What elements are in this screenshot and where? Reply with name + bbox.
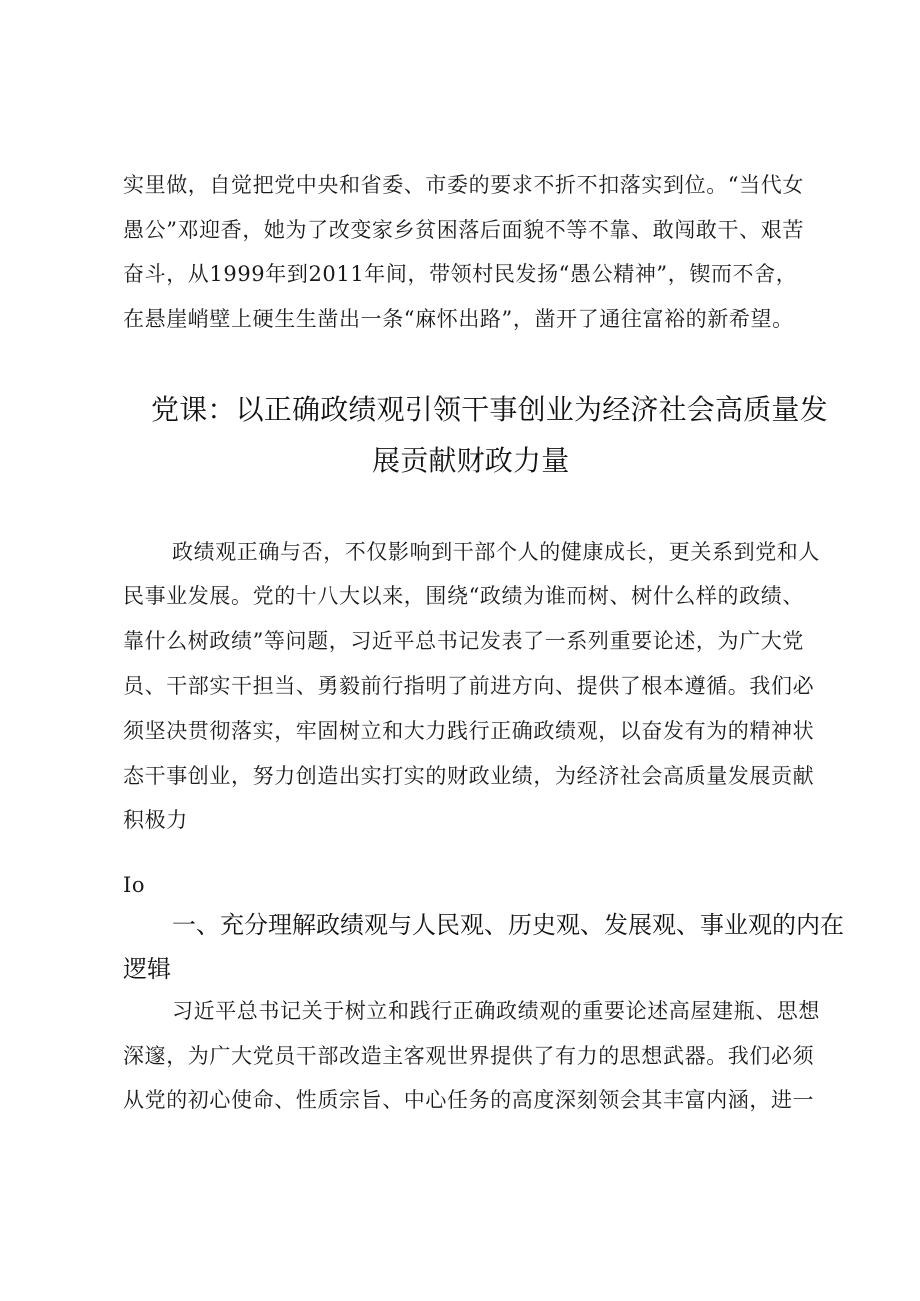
heading-line: 逻辑 (123, 955, 171, 983)
paragraph-line: 深邃，为广大党员干部改造主客观世界提供了有力的思想武器。我们必须 (123, 1044, 815, 1068)
paragraph-line: 员、干部实干担当、勇毅前行指明了前进方向、提供了根本遵循。我们必 (123, 674, 815, 698)
paragraph-line: 从党的初心使命、性质宗旨、中心任务的高度深刻领会其丰富内涵，进一 (123, 1088, 815, 1112)
paragraph-line: 积极力 (123, 808, 188, 832)
paragraph-line: 民事业发展。党的十八大以来，围绕“政绩为谁而树、树什么样的政绩、 (123, 584, 804, 608)
title-line: 展贡献财政力量 (372, 444, 570, 477)
paragraph-line: 实里做，自觉把党中央和省委、市委的要求不折不扣落实到位。“当代女 (123, 173, 804, 197)
paragraph-line: 愚公”邓迎香，她为了改变家乡贫困落后面貌不等不靠、敢闯敢干、艰苦 (123, 218, 804, 242)
paragraph-line: 须坚决贯彻落实，牢固树立和大力践行正确政绩观，以奋发有为的精神状 (123, 719, 815, 743)
paragraph-line: 在悬崖峭壁上硬生生凿出一条“麻怀出路”，凿开了通往富裕的新希望。 (123, 307, 794, 331)
stray-text: Io (123, 873, 146, 897)
title-line: 党课：以正确政绩观引领干事创业为经济社会高质量发 (151, 393, 828, 426)
paragraph-line: 政绩观正确与否，不仅影响到干部个人的健康成长，更关系到党和人 (172, 540, 820, 564)
paragraph-line: 态干事创业，努力创造出实打实的财政业绩，为经济社会高质量发展贡献 (123, 764, 815, 788)
paragraph-line: 靠什么树政绩”等问题，习近平总书记发表了一系列重要论述，为广大党 (123, 629, 804, 653)
paragraph-line: 习近平总书记关于树立和践行正确政绩观的重要论述高屋建瓶、思想 (172, 999, 820, 1023)
heading-line: 一、充分理解政绩观与人民观、历史观、发展观、事业观的内在 (172, 911, 844, 939)
paragraph-line: 奋斗，从1999年到2011年间，带领村民发扬“愚公精神”，锲而不舍， (123, 262, 798, 286)
